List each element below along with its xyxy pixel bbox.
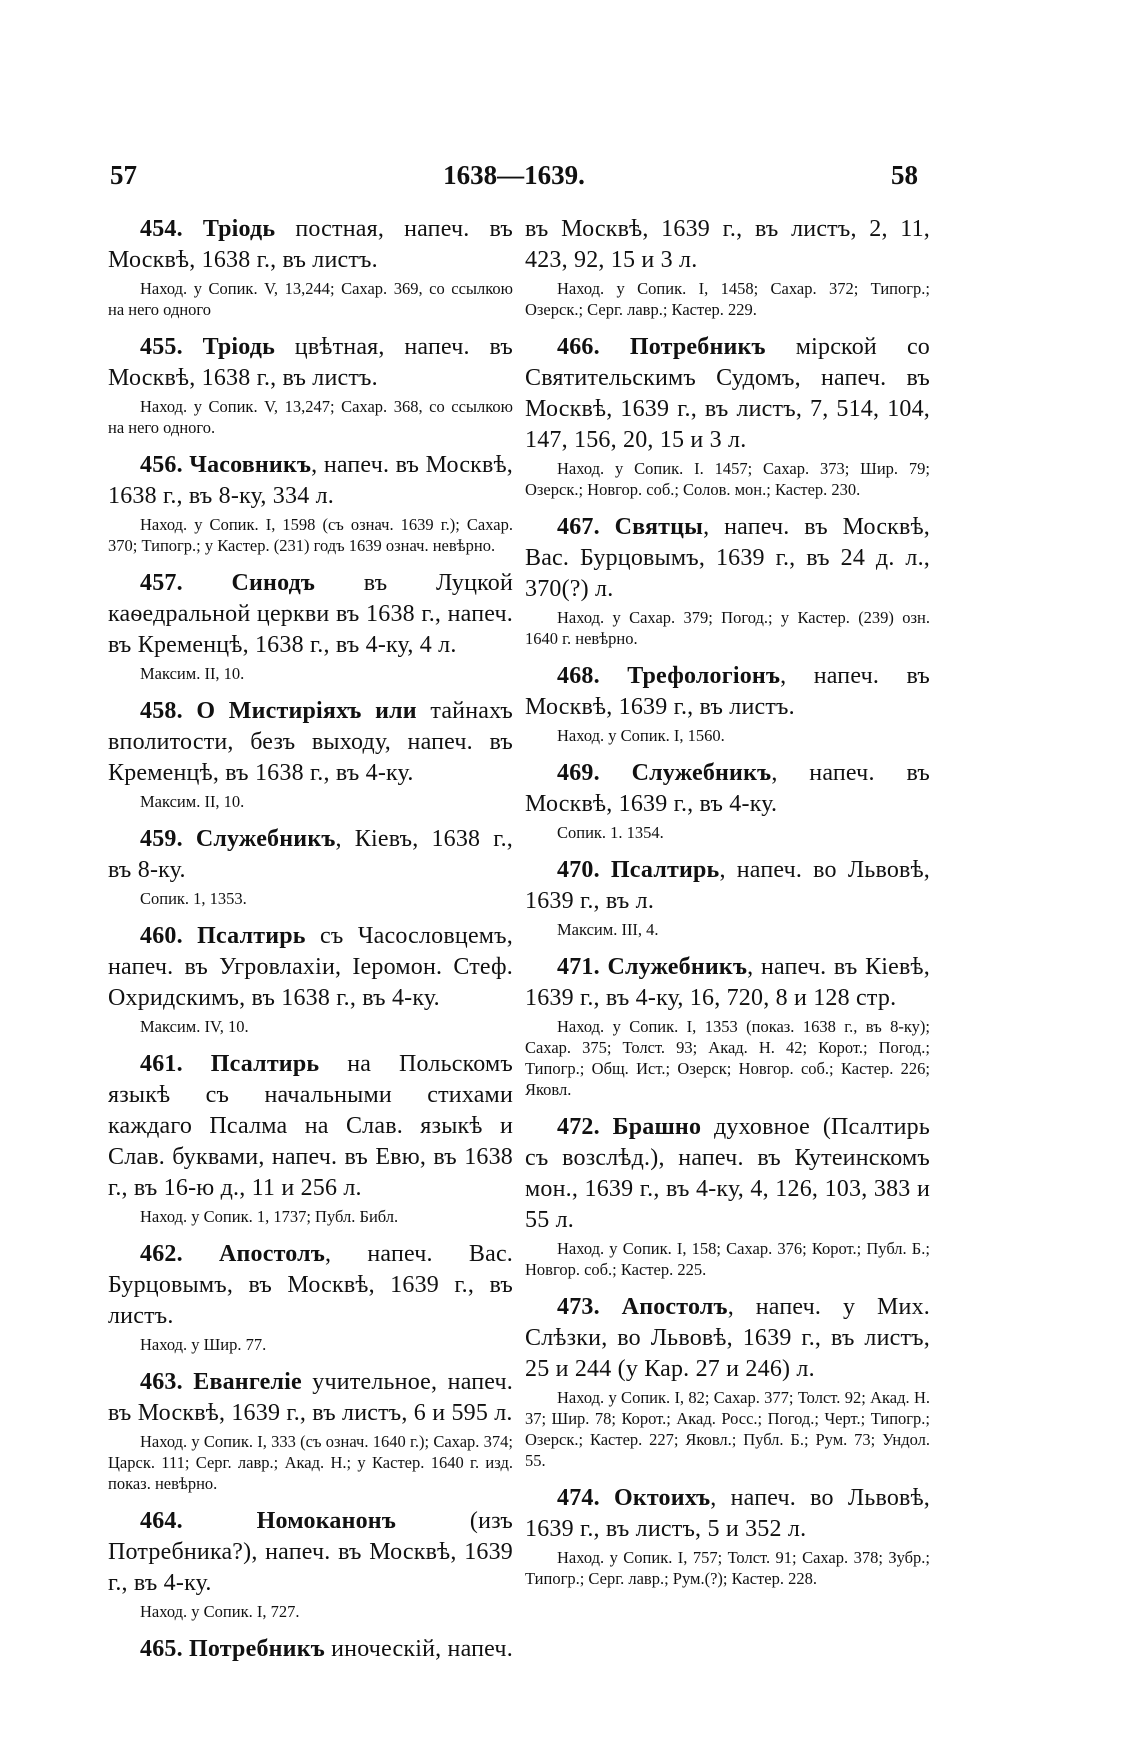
catalog-entry <box>108 1506 513 1622</box>
entry-number: 472. <box>557 1114 600 1140</box>
entry-number: 464. <box>140 1508 183 1534</box>
entry-number: 459. <box>140 826 183 852</box>
entry-number: 461. <box>140 1051 183 1077</box>
entry-number: 466. <box>557 334 600 360</box>
entry-reference-note: Наход. у Сопик. I, 1458; Сахар. 372; Типогр.; Озерск.; Серг. лавр.; Кастер. 229. <box>525 279 930 319</box>
entry-title: Тріодь <box>202 334 276 360</box>
entry-reference-note: Максим. IV, 10. <box>140 1017 249 1036</box>
entry-title: Служебникъ <box>631 760 772 786</box>
catalog-entry <box>108 1367 513 1494</box>
entry-title: Потребникъ <box>629 334 766 360</box>
catalog-entry <box>108 921 513 1037</box>
entry-number: 468. <box>557 663 600 689</box>
entry-description: , Кіевъ, 1638 г., въ 8-ку. <box>108 826 514 883</box>
entry-text <box>525 855 930 917</box>
running-header <box>110 160 918 200</box>
entry-number: 456. <box>140 452 183 478</box>
entry-reference-note: Наход. у Сопик. I, 1598 (съ означ. 1639 г.); Сахар. 370; Типогр.; у Кастер. (231) годъ 1639 означ. невѣрно. <box>108 515 513 555</box>
entry-description: духовное (Псалтирь съ возслѣд.), напеч. въ Кутеинскомъ мон., 1639 г., въ 4-ку, 4, 126, 103, 383 и 55 л. <box>525 1114 931 1233</box>
catalog-entry <box>525 214 930 320</box>
entry-number: 469. <box>557 760 600 786</box>
entry-reference-note: Сопик. 1. 1354. <box>557 823 664 842</box>
entry-reference-note: Наход. у Сопик. 1, 1737; Публ. Библ. <box>140 1207 399 1226</box>
entry-text <box>108 568 513 661</box>
entry-title: Псалтирь <box>610 857 720 883</box>
entry-text <box>108 1239 513 1332</box>
catalog-entry <box>525 661 930 746</box>
entry-text <box>108 214 513 276</box>
entry-title: Трефологіонъ <box>627 663 781 689</box>
entry-number: 457. <box>140 570 183 596</box>
entry-description: цвѣтная, напеч. въ Москвѣ, 1638 г., въ листъ. <box>108 334 514 391</box>
entry-description: на Польскомъ языкѣ съ начальными стихами каждаго Псалма на Слав. языкѣ и Слав. буквами, напеч. въ Евю, въ 1638 г., въ 16-ю д., 11 и 256 л. <box>108 1051 513 1201</box>
entry-title: Брашно <box>612 1114 702 1140</box>
entry-number: 454. <box>140 216 183 242</box>
entry-text <box>525 661 930 723</box>
entry-text <box>108 824 513 886</box>
entry-description: , напеч. во Львовѣ, 1639 г., въ листъ, 5 и 352 л. <box>525 1485 931 1542</box>
entry-description: постная, напеч. въ Москвѣ, 1638 г., въ листъ. <box>108 216 513 273</box>
entry-title: Октоихъ <box>613 1485 711 1511</box>
entry-description: , напеч. въ Кіевѣ, 1639 г., въ 4-ку, 16, 720, 8 и 128 стр. <box>525 954 930 1011</box>
entry-title: Часовникъ <box>189 452 312 478</box>
entry-text <box>525 1112 930 1236</box>
entry-number: 463. <box>140 1369 183 1395</box>
entry-title: О Мистиріяхъ или <box>196 698 417 724</box>
entry-description: съ Часословцемъ, напеч. въ Угровлахіи, Іеромон. Стеф. Охридскимъ, въ 1638 г., въ 4-ку. <box>108 923 513 1011</box>
entry-text <box>108 1506 513 1599</box>
catalog-entry <box>525 1292 930 1471</box>
entry-text <box>108 696 513 789</box>
catalog-entry <box>108 568 513 684</box>
catalog-entry <box>525 758 930 843</box>
entry-number: 465. <box>140 1636 183 1662</box>
catalog-entry <box>108 450 513 556</box>
entry-text <box>525 758 930 820</box>
entry-reference-note: Максим. II, 10. <box>140 664 245 683</box>
page-number-left: 57 <box>110 160 137 190</box>
entry-reference-note: Наход. у Сопик. I. 1457; Сахар. 373; Шир. 79; Озерск.; Новгор. соб.; Солов. мон.; Кастер. 230. <box>525 459 930 499</box>
entry-number: 467. <box>557 514 600 540</box>
entry-reference-note: Наход. у Сопик. I, 82; Сахар. 377; Толст. 92; Акад. Н. 37; Шир. 78; Корот.; Акад. Росс.; Погод.; Черт.; Типогр.; Озерск.; Кастер. 227; Яковл.; Публ. Б.; Рум. 73; Ундол. 55. <box>525 1388 930 1470</box>
entry-description: , напеч. въ Москвѣ, Вас. Бурцовымъ, 1639 г., въ 24 д. л., 370(?) л. <box>525 514 931 602</box>
catalog-entry <box>108 1239 513 1355</box>
entry-reference-note: Наход. у Сопик. I, 727. <box>140 1602 300 1621</box>
entry-reference-note: Наход. у Сопик. V, 13,244; Сахар. 369, со ссылкою на него одного <box>108 279 513 319</box>
entry-title: Синодъ <box>231 570 316 596</box>
entry-description: (изъ Потребника?), напеч. въ Москвѣ, 1639 г., въ 4-ку. <box>108 1508 513 1596</box>
page-number-right: 58 <box>891 160 918 190</box>
entry-description: учительное, напеч. въ Москвѣ, 1639 г., въ листъ, 6 и 595 л. <box>108 1369 514 1426</box>
entry-reference-note: Наход. у Сопик. I, 1353 (показ. 1638 г., въ 8-ку); Сахар. 375; Толст. 93; Акад. Н. 42; Корот.; Погод.; Типогр.; Общ. Ист.; Озерск; Новгор. соб.; Кастер. 226; Яковл. <box>525 1017 930 1099</box>
running-title: 1638—1639. <box>443 160 585 190</box>
entry-description: , напеч. во Львовѣ, 1639 г., въ л. <box>525 857 930 914</box>
entry-title: Евангеліе <box>193 1369 302 1395</box>
entry-text <box>525 1292 930 1385</box>
entry-text <box>108 450 513 512</box>
entry-text <box>525 214 930 276</box>
entry-number: 471. <box>557 954 600 980</box>
entry-title: Псалтирь <box>210 1051 320 1077</box>
entry-description: , напеч. у Мих. Слѣзки, во Львовѣ, 1639 г., въ листъ, 25 и 244 (у Кар. 27 и 246) л. <box>525 1294 930 1382</box>
catalog-entry <box>525 332 930 500</box>
entry-text <box>108 1367 513 1429</box>
entry-title: Служебникъ <box>607 954 748 980</box>
entry-title: Потребникъ <box>189 1636 325 1662</box>
entry-description: , напеч. Вас. Бурцовымъ, въ Москвѣ, 1639 г., въ листъ. <box>108 1241 514 1329</box>
entry-title: Тріодь <box>202 216 276 242</box>
left-column <box>108 214 513 1677</box>
entry-number: 462. <box>140 1241 183 1267</box>
entry-number: 474. <box>557 1485 600 1511</box>
entry-number: 458. <box>140 698 183 724</box>
entry-reference-note: Наход. у Сопик. V, 13,247; Сахар. 368, со ссылкою на него одного. <box>108 397 513 437</box>
entry-reference-note: Максим. III, 4. <box>557 920 659 939</box>
entry-text <box>108 1634 513 1665</box>
catalog-entry <box>108 824 513 909</box>
entry-text <box>108 921 513 1014</box>
entry-title: Псалтирь <box>197 923 306 949</box>
entry-description: мірской со Святительскимъ Судомъ, напеч. въ Москвѣ, 1639 г., въ листъ, 7, 514, 104, 147, 156, 20, 15 и 3 л. <box>525 334 930 453</box>
entry-reference-note: Сопик. 1, 1353. <box>140 889 247 908</box>
entry-reference-note: Наход. у Сопик. I, 158; Сахар. 376; Корот.; Публ. Б.; Новгор. соб.; Кастер. 225. <box>525 1239 930 1279</box>
catalog-entry <box>525 952 930 1100</box>
entry-number: 470. <box>557 857 600 883</box>
catalog-entry <box>525 1112 930 1280</box>
entry-title: Апостолъ <box>621 1294 728 1320</box>
entry-description: въ Луцкой каѳедральной церкви въ 1638 г., напеч. въ Кременцѣ, 1638 г., въ 4-ку, 4 л. <box>108 570 514 658</box>
entry-number: 455. <box>140 334 183 360</box>
entry-reference-note: Наход. у Сопик. I, 1560. <box>557 726 725 745</box>
catalog-entry <box>108 696 513 812</box>
catalog-entry <box>525 855 930 940</box>
entry-description: , напеч. въ Москвѣ, 1639 г., въ 4-ку. <box>525 760 930 817</box>
entry-reference-note: Наход. у Шир. 77. <box>140 1335 267 1354</box>
entry-number: 460. <box>140 923 183 949</box>
entry-title: Апостолъ <box>218 1241 326 1267</box>
entry-reference-note: Наход. у Сопик. I, 333 (съ означ. 1640 г.); Сахар. 374; Царск. 111; Серг. лавр.; Акад. Н.; у Кастер. 1640 г. изд. показ. невѣрно. <box>108 1432 513 1493</box>
catalog-entry <box>525 512 930 649</box>
catalog-entry <box>108 214 513 320</box>
catalog-entry <box>108 1049 513 1227</box>
entry-text <box>525 1483 930 1545</box>
entry-text <box>525 952 930 1014</box>
right-column <box>525 214 930 1601</box>
entry-text <box>108 332 513 394</box>
entry-description: , напеч. въ Москвѣ, 1639 г., въ листъ. <box>525 663 930 720</box>
catalog-entry <box>108 332 513 438</box>
catalog-entry <box>525 1483 930 1589</box>
entry-description: иноческій, напеч. <box>324 1636 513 1662</box>
entry-reference-note: Наход. у Сахар. 379; Погод.; у Кастер. (239) озн. 1640 г. невѣрно. <box>525 608 930 648</box>
entry-title: Номоканонъ <box>256 1508 397 1534</box>
entry-title: Служебникъ <box>195 826 336 852</box>
entry-text <box>525 512 930 605</box>
entry-number: 473. <box>557 1294 600 1320</box>
entry-title: Святцы <box>614 514 704 540</box>
entry-description: тайнахъ вполитости, безъ выходу, напеч. въ Кременцѣ, въ 1638 г., въ 4-ку. <box>108 698 514 786</box>
entry-description: въ Москвѣ, 1639 г., въ листъ, 2, 11, 423, 92, 15 и 3 л. <box>525 216 930 273</box>
entry-reference-note: Наход. у Сопик. I, 757; Толст. 91; Сахар. 378; Зубр.; Типогр.; Серг. лавр.; Рум.(?); Кастер. 228. <box>525 1548 930 1588</box>
entry-reference-note: Максим. II, 10. <box>140 792 245 811</box>
entry-description: , напеч. въ Москвѣ, 1638 г., въ 8-ку, 334 л. <box>108 452 514 509</box>
entry-text <box>525 332 930 456</box>
catalog-entry <box>108 1634 513 1665</box>
entry-text <box>108 1049 513 1204</box>
